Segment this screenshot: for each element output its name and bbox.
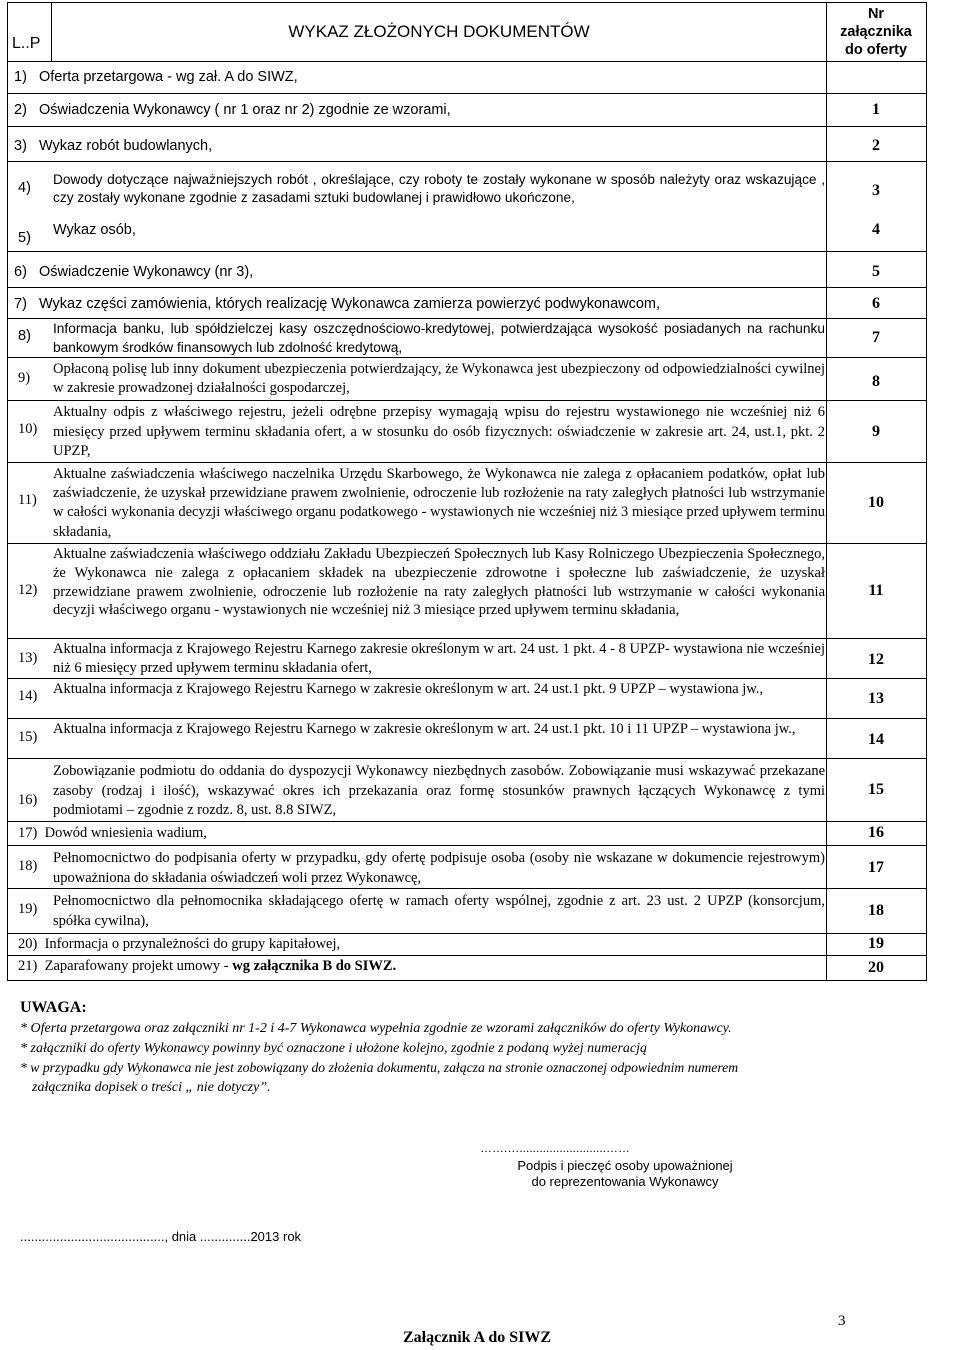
attachment-number: 3 <box>872 182 880 199</box>
list-item-10: Aktualny odpis z właściwego rejestru, jeżeli odrębne przepisy wymagają wpisu do rejestru wystawionego nie wcześniej niż 6 miesięcy przed upływem terminu składania ofert, a w stosunku do osób fizycznych: oświadczenie w zakresie art. 24, ust.1, pkt. 2 UPZP, <box>53 404 825 459</box>
item-index: 8) <box>18 328 31 344</box>
attachment-number: 8 <box>872 373 880 390</box>
list-item-9: Opłaconą polisę lub inny dokument ubezpieczenia potwierdzający, że Wykonawca jest ubezpieczony od odpowiedzialności cywilnej w zakresie prowadzonej działalności gospodarczej, <box>53 361 825 396</box>
item-index: 5) <box>18 230 31 246</box>
item-index: 13) <box>18 650 38 666</box>
attachment-number: 14 <box>868 731 884 748</box>
item-index: 10) <box>18 421 38 437</box>
attachment-number: 19 <box>868 935 884 952</box>
item-index: 11) <box>18 492 37 508</box>
page-number: 3 <box>838 1313 846 1329</box>
date-line: ........................................, dnia ..............2013 rok <box>20 1229 302 1244</box>
item-index: 12) <box>18 582 38 598</box>
attachment-number: 20 <box>868 959 884 976</box>
note-line: załącznika dopisek o treści „ nie dotyczy”. <box>32 1080 271 1095</box>
list-item-6: 6) Oświadczenie Wykonawcy (nr 3), <box>14 264 254 280</box>
list-item-20: 20) Informacja o przynależności do grupy kapitałowej, <box>18 936 341 952</box>
attachment-number: 16 <box>868 824 884 841</box>
list-item-14: Aktualna informacja z Krajowego Rejestru Karnego w zakresie określonym w art. 24 ust.1 pkt. 9 UPZP – wystawiona jw., <box>53 681 764 697</box>
note-line: * załączniki do oferty Wykonawcy powinny być oznaczone i ułożone kolejno, zgodnie z podaną wyżej numeracją <box>20 1041 648 1056</box>
item-index: 15) <box>18 729 38 745</box>
list-item-11: Aktualne zaświadczenia właściwego naczelnika Urzędu Skarbowego, że Wykonawca nie zalega z opłacaniem podatków, opłat lub zaświadczenie, że uzyskał przewidziane prawem zwolnienie, odroczenie lub rozłożenie na raty zaległych płatności lub wstrzymanie w całości wykonania decyzji właściwego organu podatkowego - wystawionych nie wcześniej niż 3 miesiące przed upływem terminu składania, <box>53 466 825 540</box>
list-item-13: Aktualna informacja z Krajowego Rejestru Karnego zakresie określonym w art. 24 ust. 1 pkt. 4 - 8 UPZP- wystawiona nie wcześniej niż 6 miesięcy przed upływem terminu składania ofert, <box>53 641 825 676</box>
list-item-21: 21) Zaparafowany projekt umowy - wg załącznika B do SIWZ. <box>18 958 397 974</box>
list-item-7: 7) Wykaz części zamówienia, których realizację Wykonawca zamierza powierzyć podwykonawcom, <box>14 296 661 312</box>
item-index: 19) <box>18 901 38 917</box>
attachment-number: 13 <box>868 690 884 707</box>
column-header-lp: L..P <box>12 35 41 52</box>
list-item-4: Dowody dotyczące najważniejszych robót , określające, czy roboty te zostały wykonane w sposób należyty oraz wskazujące , czy zostały wykonane zgodnie z zasadami sztuki budowlanej i prawidłowo ukończone, <box>53 172 825 205</box>
attachment-number: 15 <box>868 781 884 798</box>
list-item-8: Informacja banku, lub spółdzielczej kasy oszczędnościowo-kredytowej, potwierdzająca wysokość posiadanych na rachunku bankowym środków finansowych lub zdolność kredytową, <box>53 321 825 355</box>
attachment-number: 2 <box>872 137 880 154</box>
list-item-18: Pełnomocnictwo do podpisania oferty w przypadku, gdy ofertę podpisuje osoba (osoby nie wskazane w dokumencie rejestrowym) upoważniona do składania oświadczeń woli przez Wykonawcę, <box>53 850 825 886</box>
attachment-number: 4 <box>872 221 880 238</box>
attachment-number: 1 <box>872 101 880 118</box>
column-header-nr: Nr załącznika do oferty <box>840 6 912 58</box>
list-item-12: Aktualne zaświadczenia właściwego oddziału Zakładu Ubezpieczeń Społecznych lub Kasy Rolniczego Ubezpieczenia Społecznego, że Wykonawca nie zalega z opłacaniem składek na ubezpieczenie zdrowotne i społeczne lub zaświadczenie, że uzyskał przewidziane prawem zwolnienie, odroczenie lub rozłożenie na raty zaległych płatności lub wstrzymanie w całości wykonania decyzji właściwego organu - wystawionych nie wcześniej niż 3 miesiące przed upływem terminu składania, <box>53 546 825 619</box>
signature-caption: do reprezentowania Wykonawcy <box>531 1174 719 1189</box>
signature-caption: Podpis i pieczęć osoby upoważnionej <box>517 1158 733 1173</box>
list-item-15: Aktualna informacja z Krajowego Rejestru Karnego w zakresie określonym w art. 24 ust.1 pkt. 10 i 11 UPZP – wystawiona jw., <box>53 721 796 737</box>
item-index: 9) <box>18 370 31 386</box>
attachment-number: 6 <box>872 295 880 312</box>
list-item-17: 17) Dowód wniesienia wadium, <box>18 825 207 841</box>
list-item-5: Wykaz osób, <box>53 222 136 238</box>
attachment-number: 5 <box>872 263 880 280</box>
list-item-16: Zobowiązanie podmiotu do oddania do dyspozycji Wykonawcy niezbędnych zasobów. Zobowiązanie musi wskazywać przekazane zasoby (rodzaj i ilość), wskazywać okres ich przekazania oraz formę stosunków prawnych łączących Wykonawcę z tymi podmiotami – zgodnie z rozdz. 8, ust. 8.8 SIWZ, <box>53 763 825 818</box>
attachment-number: 11 <box>868 582 884 599</box>
list-item-1: 1) Oferta przetargowa - wg zał. A do SIWZ, <box>14 69 298 85</box>
attachment-number: 7 <box>872 329 880 346</box>
footer-title: Załącznik A do SIWZ <box>403 1329 552 1346</box>
item-index: 16) <box>18 792 38 808</box>
page-title: WYKAZ ZŁOŻONYCH DOKUMENTÓW <box>288 22 590 41</box>
note-line: * w przypadku gdy Wykonawca nie jest zobowiązany do złożenia dokumentu, załącza na stronie oznaczonej odpowiednim numerem <box>20 1060 739 1075</box>
item-index: 14) <box>18 688 38 704</box>
note-line: * Oferta przetargowa oraz załączniki nr 1-2 i 4-7 Wykonawca wypełnia zgodnie ze wzorami załączników do oferty Wykonawcy. <box>20 1021 732 1036</box>
notes-heading: UWAGA: <box>20 999 87 1016</box>
attachment-number: 10 <box>868 494 884 511</box>
list-item-2: 2) Oświadczenia Wykonawcy ( nr 1 oraz nr 2) zgodnie ze wzorami, <box>14 102 451 118</box>
list-item-3: 3) Wykaz robót budowlanych, <box>14 138 213 154</box>
item-index: 18) <box>18 858 38 874</box>
signature-dots: …….…..........................…… <box>480 1141 631 1155</box>
list-item-19: Pełnomocnictwo dla pełnomocnika składającego ofertę w ramach oferty wspólnej, zgodnie z art. 23 ust. 2 UPZP (konsorcjum, spółka cywilna), <box>53 893 825 929</box>
attachment-number: 9 <box>872 423 880 440</box>
attachment-number: 18 <box>868 902 884 919</box>
attachment-number: 12 <box>868 651 884 668</box>
attachment-number: 17 <box>868 859 884 876</box>
item-index: 4) <box>18 180 31 196</box>
